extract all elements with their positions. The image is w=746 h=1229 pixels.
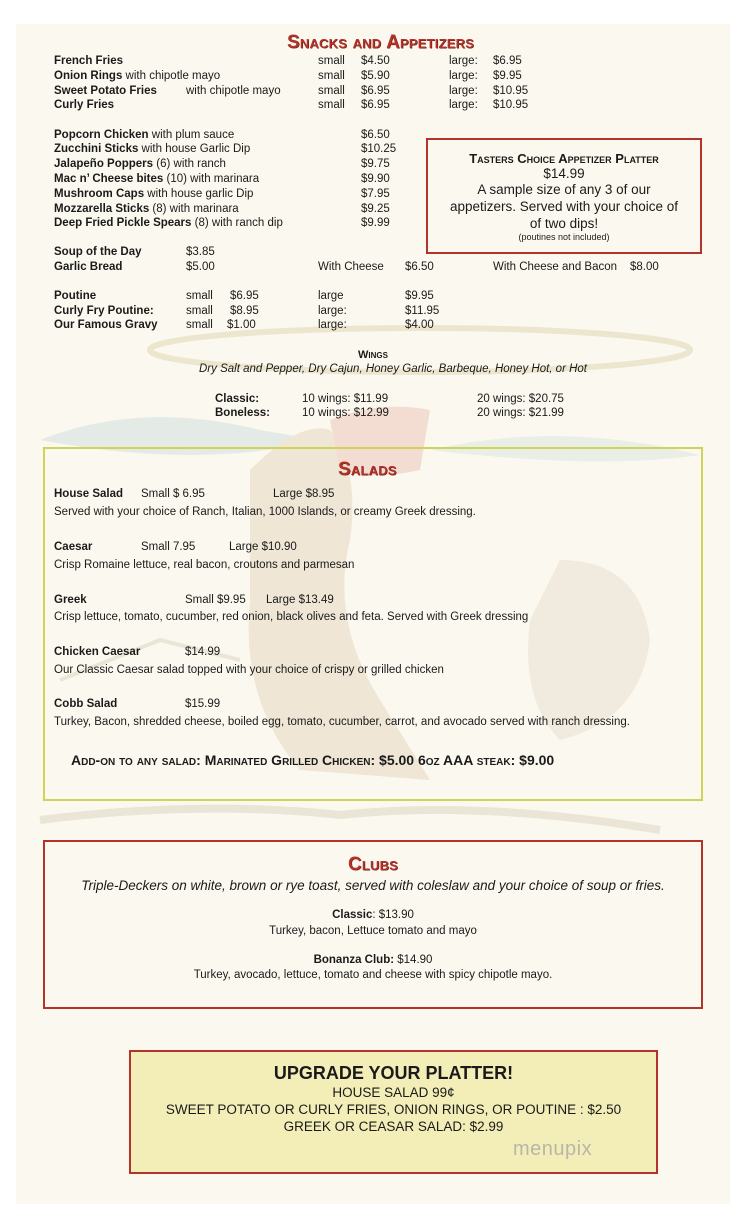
small-label: small [318, 99, 345, 111]
salad-price: $14.99 [185, 646, 221, 658]
small-price: $8.95 [230, 305, 259, 317]
small-price: $5.90 [361, 70, 390, 82]
item-price: $6.50 [361, 129, 390, 141]
large-price: $9.95 [493, 70, 522, 82]
tasters-price: $14.99 [543, 166, 585, 181]
option-label: With Cheese and Bacon [493, 261, 618, 273]
menupix-watermark: menupix [513, 1138, 593, 1160]
snacks-section-title: Snacks and Appetizers [287, 32, 475, 53]
wing-price-20: 20 wings: $20.75 [477, 393, 564, 405]
large-label: large: [449, 70, 478, 82]
item-name: Sweet Potato Fries [54, 85, 157, 97]
item-name: Curly Fry Poutine: [54, 305, 154, 317]
small-price: $6.95 [361, 99, 390, 111]
tasters-title: Tasters Choice Appetizer Platter [469, 151, 659, 166]
item-name: Our Famous Gravy [54, 319, 158, 331]
item-price: $7.95 [361, 188, 390, 200]
wing-price-10: 10 wings: $11.99 [302, 393, 389, 405]
item-name: Garlic Bread [54, 261, 123, 273]
small-label: small [186, 305, 213, 317]
option-label: With Cheese [318, 261, 384, 273]
wings-flavours: Dry Salt and Pepper, Dry Cajun, Honey Garlic, Barbeque, Honey Hot, or Hot [199, 363, 587, 375]
item-price: $9.90 [361, 173, 390, 185]
salad-large-price: Large $13.49 [266, 594, 334, 606]
large-label: large: [318, 305, 347, 317]
item-name: Poutine [54, 290, 97, 302]
salad-large-price: Large $8.95 [273, 488, 335, 500]
wing-type: Classic: [215, 393, 260, 405]
item-name: Onion Rings [54, 70, 123, 82]
item-name: French Fries [54, 55, 124, 67]
club-bonanza: Bonanza Club: $14.90 [313, 954, 433, 966]
large-label: large: [449, 55, 478, 67]
menu-item: Zucchini Sticks with house Garlic Dip [54, 143, 251, 155]
salad-name: Chicken Caesar [54, 646, 141, 658]
salad-desc: Served with your choice of Ranch, Italian, 1000 Islands, or creamy Greek dressing. [54, 506, 476, 518]
menu-item [54, 70, 220, 82]
large-label: large: [449, 85, 478, 97]
item-price: $5.00 [186, 261, 215, 273]
large-price: $10.95 [493, 85, 529, 97]
large-price: $11.95 [405, 305, 440, 317]
item-name: Curly Fries [54, 99, 115, 111]
salads-section-title: Salads [338, 459, 397, 480]
wing-price-10: 10 wings: $12.99 [302, 407, 389, 419]
salad-name: House Salad [54, 488, 124, 500]
salad-large-price: Large $10.90 [229, 541, 297, 553]
small-price: $6.95 [361, 85, 390, 97]
menu-item: Popcorn Chicken with plum sauce [54, 129, 235, 141]
tasters-desc-2: appetizers. Served with your choice of [449, 199, 679, 214]
upgrade-line-2: SWEET POTATO OR CURLY FRIES, ONION RINGS, OR POUTINE : $2.50 [165, 1102, 622, 1117]
small-label: small [186, 290, 213, 302]
small-label: small [318, 70, 345, 82]
item-price: $10.25 [361, 143, 397, 155]
menu-item: Mozzarella Sticks (8) with marinara [54, 203, 239, 215]
salad-desc: Crisp Romaine lettuce, real bacon, croutons and parmesan [54, 559, 355, 571]
large-price: $6.95 [493, 55, 522, 67]
large-label: large: [449, 99, 478, 111]
wings-title: Wings [358, 349, 388, 361]
item-desc: with chipotle mayo [122, 70, 221, 82]
salad-name: Greek [54, 594, 87, 606]
salad-name: Caesar [54, 541, 93, 553]
option-price: $6.50 [405, 261, 434, 273]
clubs-section-title: Clubs [347, 854, 399, 875]
item-price: $9.75 [361, 158, 390, 170]
menu-item: Deep Fried Pickle Spears (8) with ranch dip [54, 217, 283, 229]
large-label: large [318, 290, 344, 302]
upgrade-line-1: HOUSE SALAD 99¢ [332, 1085, 455, 1100]
salad-small-price: Small $ 6.95 [141, 488, 205, 500]
item-price: $3.85 [186, 246, 215, 258]
small-label: small [186, 319, 213, 331]
tasters-desc-1: A sample size of any 3 of our [477, 182, 651, 197]
small-label: small [318, 55, 345, 67]
upgrade-title: UPGRADE YOUR PLATTER! [273, 1063, 514, 1083]
item-desc: with chipotle mayo [186, 85, 281, 97]
clubs-subtitle: Triple-Deckers on white, brown or rye toast, served with coleslaw and your choice of soup or fries. [81, 878, 665, 893]
salad-name: Cobb Salad [54, 698, 118, 710]
salad-addon: Add-on to any salad: Marinated Grilled Chicken: $5.00 6oz AAA steak: $9.00 [71, 752, 555, 768]
wing-price-20: 20 wings: $21.99 [477, 407, 564, 419]
item-price: $9.99 [361, 217, 390, 229]
large-price: $9.95 [405, 290, 434, 302]
club-bonanza-desc: Turkey, avocado, lettuce, tomato and cheese with spicy chipotle mayo. [193, 969, 553, 981]
menu-item: Mac n’ Cheese bites (10) with marinara [54, 173, 260, 185]
menu-item [54, 55, 123, 67]
large-price: $10.95 [493, 99, 529, 111]
small-price: $1.00 [227, 319, 256, 331]
salad-desc: Crisp lettuce, tomato, cucumber, red onion, black olives and feta. Served with Greek dressing [54, 611, 529, 623]
small-label: small [318, 85, 345, 97]
option-price: $8.00 [630, 261, 659, 273]
tasters-note: (poutines not included) [518, 232, 610, 242]
club-classic-desc: Turkey, bacon, Lettuce tomato and mayo [269, 925, 477, 937]
small-price: $4.50 [361, 55, 390, 67]
tasters-desc-3: of two dips! [529, 216, 599, 231]
salads-box [43, 447, 703, 801]
salad-desc: Turkey, Bacon, shredded cheese, boiled egg, tomato, cucumber, carrot, and avocado served with ranch dressing. [54, 716, 630, 728]
clubs-box [43, 840, 703, 1009]
salad-price: $15.99 [185, 698, 221, 710]
item-price: $9.25 [361, 203, 390, 215]
menu-item: Mushroom Caps with house garlic Dip [54, 188, 254, 200]
large-price: $4.00 [405, 319, 434, 331]
upgrade-line-3: GREEK OR CEASAR SALAD: $2.99 [283, 1119, 504, 1134]
salad-desc: Our Classic Caesar salad topped with your choice of crispy or grilled chicken [54, 664, 444, 676]
salad-small-price: Small $9.95 [185, 594, 246, 606]
item-name: Soup of the Day [54, 246, 142, 258]
wing-type: Boneless: [215, 407, 270, 419]
salad-small-price: Small 7.95 [141, 541, 196, 553]
large-label: large: [318, 319, 347, 331]
menu-item: Jalapeño Poppers (6) with ranch [54, 158, 226, 170]
small-price: $6.95 [230, 290, 259, 302]
club-classic: Classic: $13.90 [332, 909, 414, 921]
tasters-platter-box [426, 138, 702, 254]
